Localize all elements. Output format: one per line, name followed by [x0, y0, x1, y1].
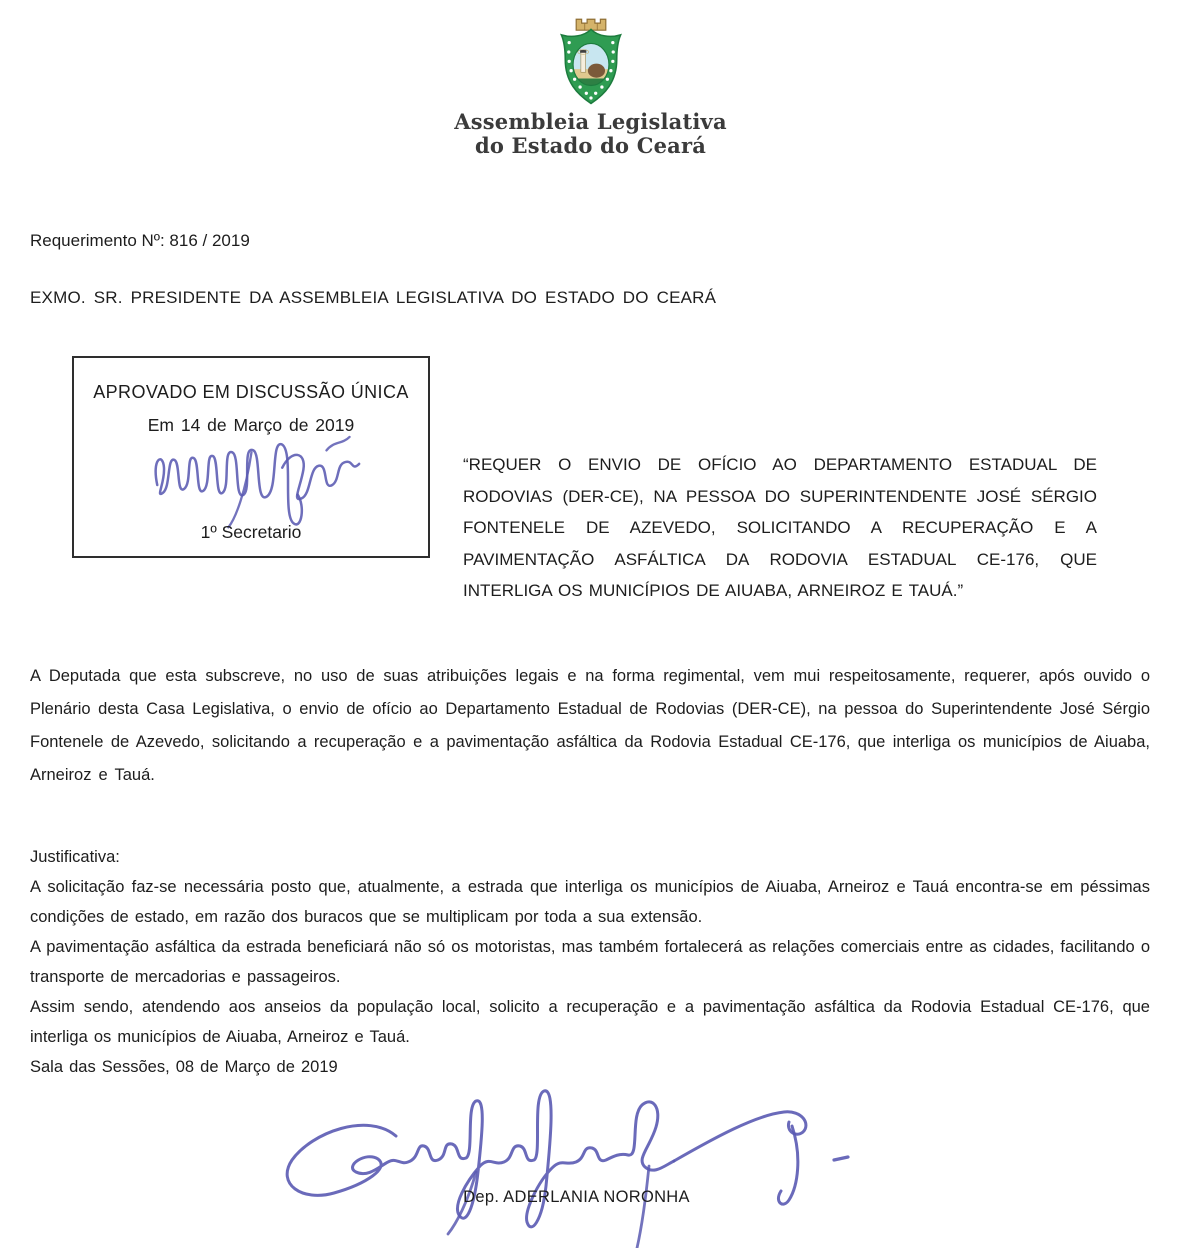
- approval-and-summary-section: [0, 356, 1181, 600]
- deputy-name-label: Dep. ADERLANIA NORONHA: [463, 1188, 690, 1206]
- approval-date-text: Em 14 de Março de 2019: [147, 415, 355, 435]
- justification-heading: Justificativa:: [30, 848, 120, 866]
- request-body-paragraph: A Deputada que esta subscreve, no uso de suas atribuições legais e na forma regimental, vem mui respeitosamente, requerer, após ouvido o Plenário desta Casa Legislativa, o envio de ofício ao Departamento Estadual de Rodovias (DER-CE), na pessoa do Superintendente José Sérgio Fontenele de Azevedo, solicitando a recuperação e a pavimentação asfáltica da Rodovia Estadual CE-176, que interliga os municípios de Aiuaba, Arneiroz e Tauá.: [30, 667, 1150, 784]
- signature-area: [0, 1082, 1181, 1248]
- ceara-coat-of-arms-icon: [552, 13, 630, 105]
- approval-stamp-box: [72, 356, 430, 558]
- org-name: [0, 110, 1181, 158]
- justification-paragraph: Assim sendo, atendendo aos anseios da população local, solicito a recuperação e a pavimentação asfáltica da Rodovia Estadual CE-176, que interliga os municípios de Aiuaba, Arneiroz e Tauá.: [30, 998, 1150, 1046]
- justification-paragraph: A pavimentação asfáltica da estrada beneficiará não só os motoristas, mas também fortalecerá as relações comerciais entre as cidades, facilitando o transporte de mercadorias e passageiros.: [30, 938, 1150, 986]
- justification-section: [30, 842, 1150, 1082]
- document-header: [0, 0, 1181, 158]
- secretary-role-label: 1º Secretario: [200, 522, 302, 542]
- deputy-signature: [268, 1074, 868, 1248]
- request-number: Requerimento Nº: 816 / 2019: [30, 231, 250, 250]
- approval-status-text: APROVADO EM DISCUSSÃO ÚNICA: [93, 382, 409, 402]
- addressee-line: EXMO. SR. PRESIDENTE DA ASSEMBLEIA LEGISLATIVA DO ESTADO DO CEARÁ: [30, 288, 717, 307]
- org-name-line1: Assembleia Legislativa: [454, 109, 727, 134]
- request-summary-quote: “REQUER O ENVIO DE OFÍCIO AO DEPARTAMENTO ESTADUAL DE RODOVIAS (DER-CE), NA PESSOA DO SUPERINTENDENTE JOSÉ SÉRGIO FONTENELE DE AZEVEDO, SOLICITANDO A RECUPERAÇÃO E A PAVIMENTAÇÃO ASFÁLTICA DA RODOVIA ESTADUAL CE-176, QUE INTERLIGA OS MUNICÍPIOS DE AIUABA, ARNEIROZ E TAUÁ.”: [463, 455, 1097, 600]
- first-secretary-signature: [134, 410, 369, 535]
- org-name-line2: do Estado do Ceará: [474, 133, 707, 158]
- justification-paragraph: A solicitação faz-se necessária posto que, atualmente, a estrada que interliga os municípios de Aiuaba, Arneiroz e Tauá encontra-se em péssimas condições de estado, em razão dos buracos que se multiplicam por toda a sua extensão.: [30, 878, 1150, 926]
- session-date-line: Sala das Sessões, 08 de Março de 2019: [30, 1058, 338, 1076]
